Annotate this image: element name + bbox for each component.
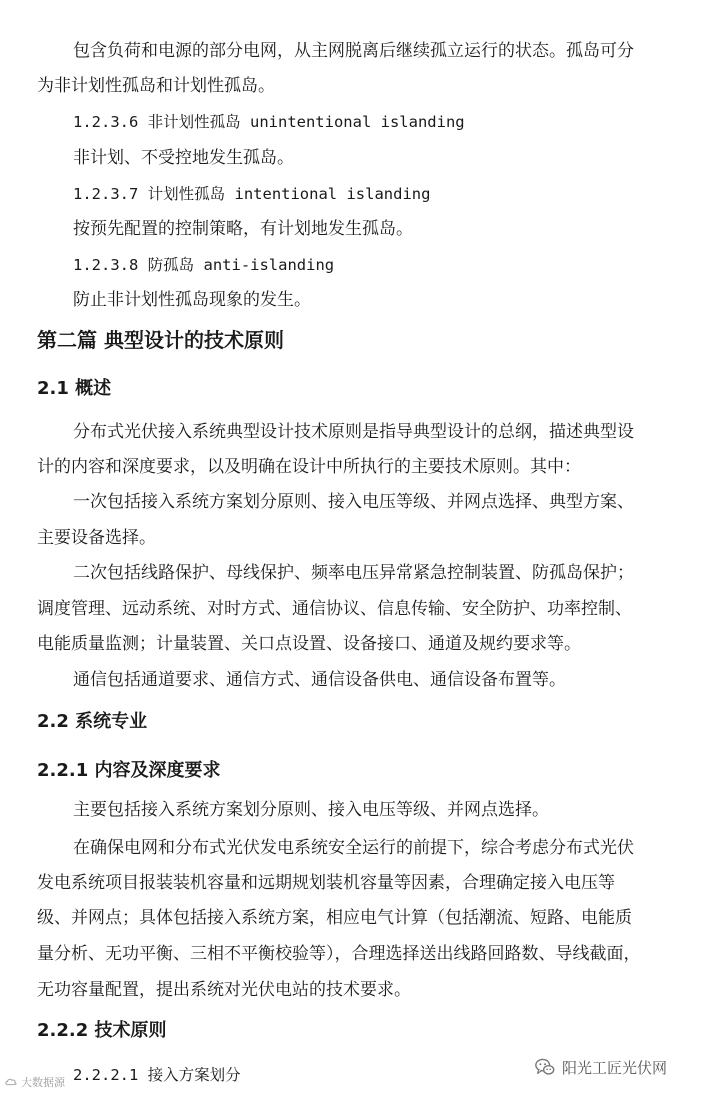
paragraph-line: 二次包括线路保护、母线保护、频率电压异常紧急控制装置、防孤岛保护； [73,563,634,583]
section-heading-1-2-3-7: 1.2.3.7 计划性孤岛 intentional islanding [73,185,431,203]
paragraph-line: 按预先配置的控制策略，有计划地发生孤岛。 [73,219,413,239]
paragraph-line: 量分析、无功平衡、三相不平衡校验等），合理选择送出线路回路数、导线截面， [37,944,641,964]
watermark-text: 阳光工匠光伏网 [562,1058,668,1077]
paragraph-line: 发电系统项目报装装机容量和远期规划装机容量等因素，合理确定接入电压等 [37,873,615,893]
cloud-icon [4,1075,18,1089]
paragraph-line: 计的内容和深度要求，以及明确在设计中所执行的主要技术原则。其中： [37,457,581,477]
paragraph-line: 主要包括接入系统方案划分原则、接入电压等级、并网点选择。 [73,800,549,820]
wechat-icon [534,1056,556,1078]
section-heading-2-2-1: 2.2.1 内容及深度要求 [37,760,221,781]
paragraph-line: 包含负荷和电源的部分电网，从主网脱离后继续孤立运行的状态。孤岛可分 [73,41,634,61]
paragraph-line: 分布式光伏接入系统典型设计技术原则是指导典型设计的总纲，描述典型设 [73,422,634,442]
paragraph-line: 主要设备选择。 [37,528,156,548]
paragraph-line: 非计划、不受控地发生孤岛。 [73,148,294,168]
paragraph-line: 为非计划性孤岛和计划性孤岛。 [37,76,275,96]
paragraph-line: 无功容量配置，提出系统对光伏电站的技术要求。 [37,980,411,1000]
section-heading-2-2: 2.2 系统专业 [37,711,148,732]
paragraph-line: 级、并网点；具体包括接入系统方案，相应电气计算（包括潮流、短路、电能质 [37,908,632,928]
section-heading-2-2-2-1 [73,1064,241,1086]
paragraph-line: 防止非计划性孤岛现象的发生。 [73,290,311,310]
paragraph-line: 电能质量监测；计量装置、关口点设置、设备接口、通道及规约要求等。 [37,634,581,654]
section-heading-2-2-2: 2.2.2 技术原则 [37,1020,167,1041]
paragraph-line: 通信包括通道要求、通信方式、通信设备供电、通信设备布置等。 [73,670,566,690]
corner-watermark-text: 大数据源 [21,1076,65,1089]
watermark [534,1055,667,1079]
section-heading-2-1: 2.1 概述 [37,378,112,399]
paragraph-line: 在确保电网和分布式光伏发电系统安全运行的前提下，综合考虑分布式光伏 [73,838,634,858]
corner-watermark [4,1074,65,1090]
section-heading-1-2-3-6: 1.2.3.6 非计划性孤岛 unintentional islanding [73,113,465,131]
paragraph-line: 一次包括接入系统方案划分原则、接入电压等级、并网点选择、典型方案、 [73,492,634,512]
part-heading: 第二篇 典型设计的技术原则 [37,328,284,352]
section-heading-text: 2.2.2.1 接入方案划分 [73,1066,241,1084]
paragraph-line: 调度管理、远动系统、对时方式、通信协议、信息传输、安全防护、功率控制、 [37,599,632,619]
section-heading-1-2-3-8: 1.2.3.8 防孤岛 anti-islanding [73,256,335,274]
